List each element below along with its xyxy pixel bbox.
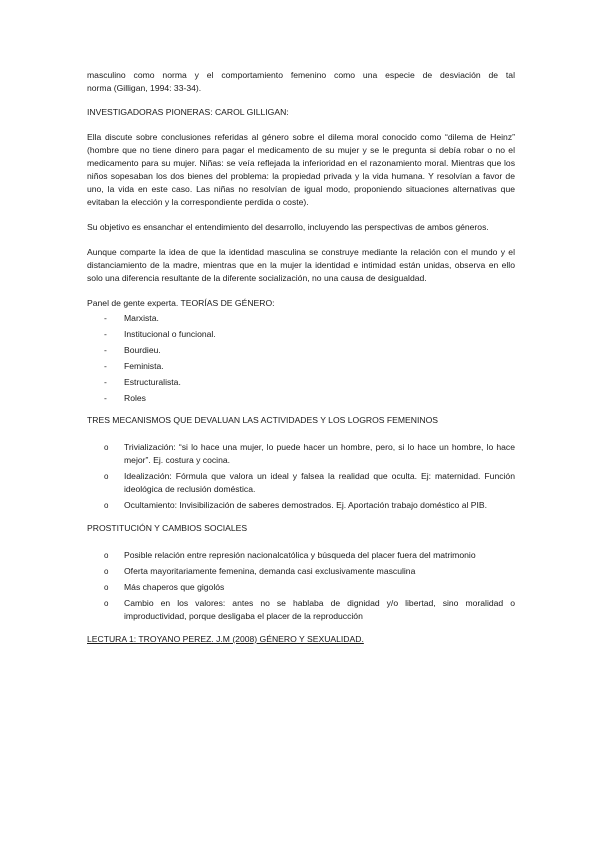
list-item: - Institucional o funcional. xyxy=(87,328,515,341)
prostitution-heading: PROSTITUCIÓN Y CAMBIOS SOCIALES xyxy=(87,523,248,533)
page-content xyxy=(87,69,515,646)
list-item: o Oferta mayoritariamente femenina, demanda casi exclusivamente masculina xyxy=(87,565,515,578)
mechanisms-heading: TRES MECANISMOS QUE DEVALUAN LAS ACTIVIDADES Y LOS LOGROS FEMENINOS xyxy=(87,415,438,425)
list-item: o Ocultamiento: Invisibilización de saberes demostrados. Ej. Aportación trabajo doméstico al PIB. xyxy=(87,499,515,512)
list-item: o Trivialización: “si lo hace una mujer, lo puede hacer un hombre, pero, si lo hace un hombre, lo hace mejor”. Ej. costura y cocina. xyxy=(87,441,515,467)
list-item: o Posible relación entre represión nacionalcatólica y búsqueda del placer fuera del matrimonio xyxy=(87,549,515,562)
list-item: - Bourdieu. xyxy=(87,344,515,357)
pioneers-paragraph-2: Su objetivo es ensanchar el entendimiento del desarrollo, incluyendo las perspectivas de ambos géneros. xyxy=(87,222,489,232)
intro-line-1: masculino como norma y el comportamiento femenino como una especie de desviación de tal xyxy=(87,70,515,80)
list-item: - Estructuralista. xyxy=(87,376,515,389)
pioneers-paragraph-3: Aunque comparte la idea de que la identidad masculina se construye mediante la relación con el mundo y el distanciamiento de la madre, mientras que en la mujer la identidad e intimidad están unidas, observa en ello solo una diferencia resultante de la diferente socialización, no una causa de desigualdad. xyxy=(87,247,515,283)
panel-heading: Panel de gente experta. TEORÍAS DE GÉNERO: xyxy=(87,298,275,308)
list-item: - Roles xyxy=(87,392,515,405)
list-item: o Más chaperos que gigolós xyxy=(87,581,515,594)
pioneers-paragraph-1: Ella discute sobre conclusiones referidas al género sobre el dilema moral conocido como “dilema de Heinz” (hombre que no tiene dinero para pagar el medicamento de su mujer y se le pregunta si debía robar o no el medicamento para su mujer. Niñas: se veía reflejada la inferioridad en el razonamiento moral. Mientras que los niños sopesaban los dos bienes del problema: la propiedad privada y la vida humana. Y resolvían a favor de uno, la vida en este caso. Las niñas no resolvían de igual modo, proponiendo situaciones alternativas que evitaban la elección y la correspondiente perdida o coste). xyxy=(87,132,515,207)
pioneers-heading: INVESTIGADORAS PIONERAS: CAROL GILLIGAN: xyxy=(87,107,289,117)
list-item: o Cambio en los valores: antes no se hablaba de dignidad y/o libertad, sino moralidad o improductividad, porque desligaba el placer de la reproducción xyxy=(87,597,515,623)
theories-list xyxy=(87,312,515,405)
list-item: - Marxista. xyxy=(87,312,515,325)
list-item: o Idealización: Fórmula que valora un ideal y falsea la realidad que oculta. Ej: maternidad. Función ideológica de reclusión doméstica. xyxy=(87,470,515,496)
prostitution-list xyxy=(87,549,515,623)
intro-line-2: norma (Gilligan, 1994: 33-34). xyxy=(87,83,202,93)
mechanisms-list xyxy=(87,441,515,512)
list-item: - Feminista. xyxy=(87,360,515,373)
reading-heading: LECTURA 1: TROYANO PEREZ. J.M (2008) GÉNERO Y SEXUALIDAD. xyxy=(87,634,364,644)
